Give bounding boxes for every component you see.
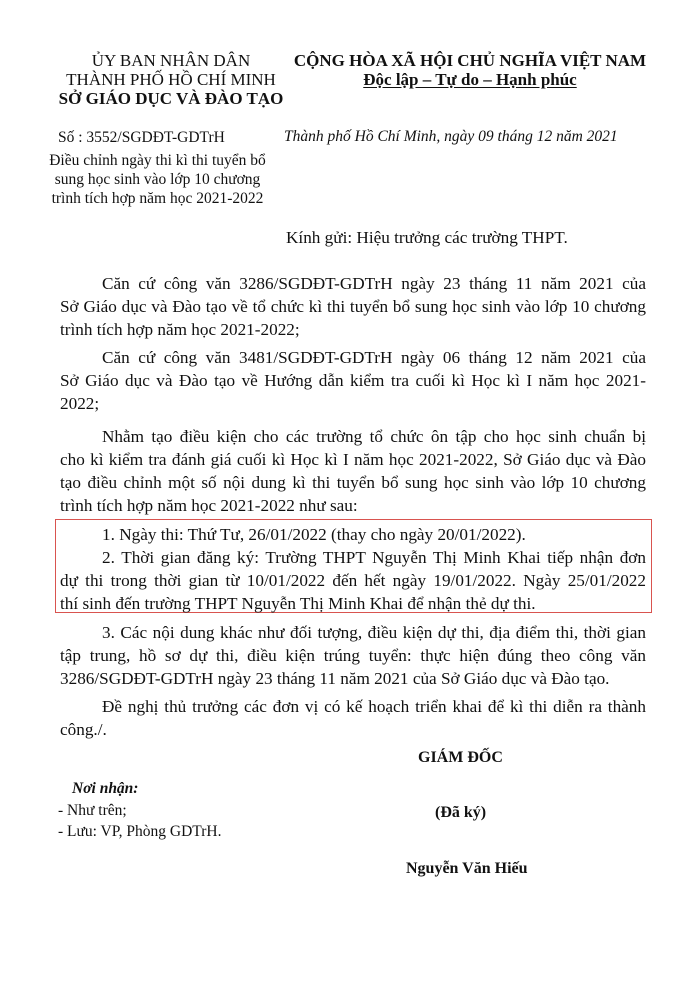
item-3-line2: tập trung, hồ sơ dự thi, điều kiện trúng tuyển: thực hiện đúng theo công văn [60,646,646,665]
recipients-label: Nơi nhận: [72,780,139,797]
item-2-line2: dự thi trong thời gian từ 10/01/2022 đến hết ngày 19/01/2022. Ngày 25/01/2022 [60,571,646,590]
signature-signed-note: (Đã ký) [435,804,487,821]
paragraph-1-line2: Sở Giáo dục và Đào tạo về tổ chức kì thi tuyển bổ sung học sinh vào lớp 10 chương [60,297,646,316]
summary-line2: sung học sinh vào lớp 10 chương [54,171,261,188]
item-3-line1: 3. Các nội dung khác như đối tượng, điều kiện dự thi, địa điểm thi, thời gian [102,623,646,642]
paragraph-2-line3: 2022; [60,394,100,413]
paragraph-3-line4: trình tích hợp năm học 2021-2022 như sau: [60,496,358,515]
item-2-line3: thí sinh đến trường THPT Nguyễn Thị Minh Khai để nhận thẻ dự thi. [60,594,536,613]
paragraph-3-line2: cho kì kiểm tra đánh giá cuối kì Học kì I năm học 2021-2022, Sở Giáo dục và Đào [60,450,646,469]
header-agency-line2: THÀNH PHỐ HỒ CHÍ MINH [66,70,276,89]
paragraph-3-line1: Nhằm tạo điều kiện cho các trường tổ chức ôn tập cho học sinh chuẩn bị [102,427,646,446]
header-motto-text: Độc lập – Tự do – Hạnh phúc [363,70,577,89]
item-2-line1: 2. Thời gian đăng ký: Trường THPT Nguyễn Thị Minh Khai tiếp nhận đơn [102,548,646,567]
summary-line3: trình tích hợp năm học 2021-2022 [51,190,264,207]
header-agency-line1: ỦY BAN NHÂN DÂN [91,51,251,70]
recipients-item-1: - Như trên; [58,802,127,819]
final-paragraph-line1: Đề nghị thủ trưởng các đơn vị có kế hoạch triển khai để kì thi diễn ra thành [102,697,646,716]
header-country: CỘNG HÒA XÃ HỘI CHỦ NGHĨA VIỆT NAM [293,51,647,70]
final-paragraph-line2: công./. [60,720,107,739]
paragraph-3-line3: tạo điều chỉnh một số nội dung kì thi tuyển bổ sung học sinh vào lớp 10 chương [60,473,646,492]
recipient-line: Kính gửi: Hiệu trưởng các trường THPT. [286,228,568,247]
document-number: Số : 3552/SGDĐT-GDTrH [58,129,225,146]
signature-title: GIÁM ĐỐC [418,749,503,766]
item-3-line3: 3286/SGDĐT-GDTrH ngày 23 tháng 11 năm 2021 của Sở Giáo dục và Đào tạo. [60,669,610,688]
paragraph-2-line1: Căn cứ công văn 3481/SGDĐT-GDTrH ngày 06 tháng 12 năm 2021 của [102,348,646,367]
date-line: Thành phố Hồ Chí Minh, ngày 09 tháng 12 năm 2021 [284,128,618,145]
paragraph-1-line3: trình tích hợp năm học 2021-2022; [60,320,300,339]
recipients-item-2: - Lưu: VP, Phòng GDTrH. [58,823,222,840]
paragraph-2-line2: Sở Giáo dục và Đào tạo về Hướng dẫn kiểm tra cuối kì Học kì I năm học 2021- [60,371,646,390]
header-agency-line3: SỞ GIÁO DỤC VÀ ĐÀO TẠO [58,89,284,108]
signer-name: Nguyễn Văn Hiếu [406,860,528,877]
header-motto [286,70,654,89]
summary-line1: Điều chỉnh ngày thi kì thi tuyển bổ [49,152,266,169]
paragraph-1-line1: Căn cứ công văn 3286/SGDĐT-GDTrH ngày 23 tháng 11 năm 2021 của [102,274,646,293]
item-1-line1: 1. Ngày thi: Thứ Tư, 26/01/2022 (thay cho ngày 20/01/2022). [102,525,526,544]
